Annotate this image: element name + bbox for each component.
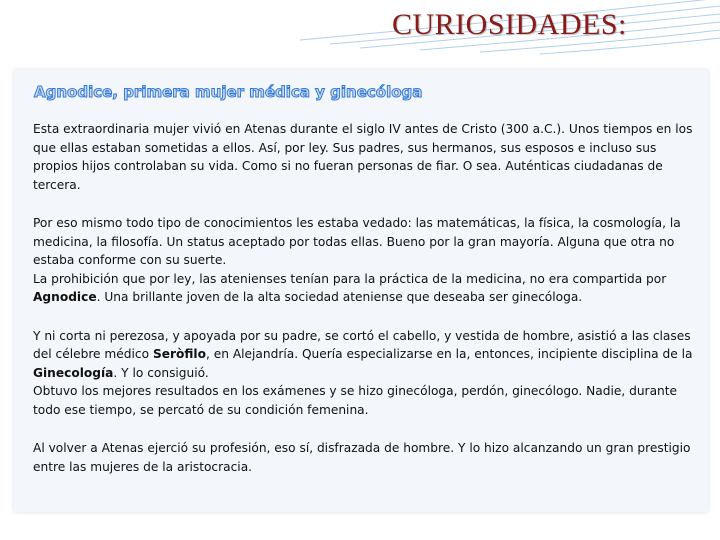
p2b-before: La prohibición que por ley, las atenienses tenían para la práctica de la medicina, no era compartida por [33, 271, 667, 286]
paragraph-3 [33, 327, 693, 420]
paragraph-4-text: Al volver a Atenas ejerció su profesión, eso sí, disfrazada de hombre. Y lo hizo alcanzando un gran prestigio entre las mujeres de la aristocracia. [33, 441, 691, 474]
slide-title: CURIOSIDADES: [392, 8, 627, 41]
article-body [33, 120, 693, 496]
p3a-mid: , en Alejandría. Quería especializarse en la, entonces, incipiente disciplina de la [205, 347, 693, 361]
p2b-after: . Una brillante joven de la alta sociedad ateniense que deseaba ser ginecóloga. [96, 290, 583, 304]
p3a-before: Y ni corta ni perezosa, y apoyada por su padre, se cortó el cabello, y vestida de hombre, asistió a las clases del célebre médico [33, 328, 691, 361]
paragraph-4 [33, 439, 693, 476]
serofilo-name: Seròfilo [152, 347, 206, 361]
paragraph-2-text-a: Por eso mismo todo tipo de conocimientos les estaba vedado: las matemáticas, la física, la cosmología, la medicina, la filosofía. Un status aceptado por todas ellas. Bueno por la gran mayoría. Alguna que otra no estaba conforme con su suerte. [33, 216, 681, 267]
p3a-after: . Y lo consiguió. [113, 365, 209, 380]
paragraph-1-text: Esta extraordinaria mujer vivió en Atenas durante el siglo IV antes de Cristo (300 a.C.). Unos tiempos en los que ellas estaban sometidas a ellos. Así, por ley. Sus padres, sus hermanos, sus esposos e incluso sus propios hijos controlaban su vida. Como si no fueran personas de fiar. O sea. Auténticas ciudadanas de tercera. [33, 122, 693, 192]
article-subtitle: Agnodice, primera mujer médica y ginecóloga [34, 83, 423, 101]
paragraph-2 [33, 214, 693, 307]
paragraph-3-text-b: Obtuvo los mejores resultados en los exámenes y se hizo ginecóloga, perdón, ginecólogo. Nadie, durante todo ese tiempo, se percató de su condición femenina. [33, 384, 678, 417]
paragraph-1 [33, 120, 693, 194]
paragraph-2-text-b [33, 270, 693, 307]
paragraph-3-text-a [33, 327, 693, 383]
ginecologia-term: Ginecología [33, 365, 114, 380]
agnodice-name: Agnodice [33, 290, 97, 304]
